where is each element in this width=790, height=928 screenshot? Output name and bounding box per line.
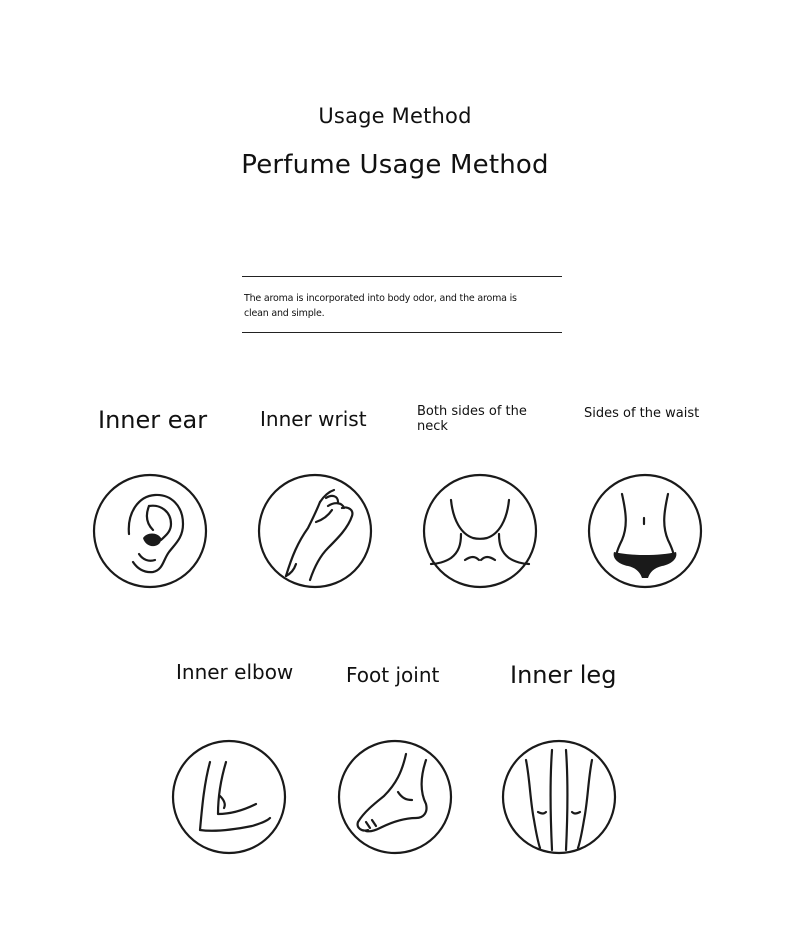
wrist-icon	[256, 472, 374, 590]
page-title: Perfume Usage Method	[241, 150, 549, 180]
ear-icon	[91, 472, 209, 590]
subtitle: Usage Method	[318, 104, 472, 128]
label-foot-joint: Foot joint	[346, 663, 440, 687]
neck-icon	[421, 472, 539, 590]
label-waist: Sides of the waist	[584, 406, 700, 421]
label-inner-leg: Inner leg	[510, 661, 617, 689]
description-text: The aroma is incorporated into body odor, and the aroma is clean and simple.	[244, 293, 517, 319]
label-inner-elbow: Inner elbow	[176, 660, 294, 684]
elbow-icon	[170, 738, 288, 856]
leg-icon	[500, 738, 618, 856]
label-inner-ear: Inner ear	[98, 406, 208, 434]
label-neck: Both sides of the neck	[417, 404, 527, 434]
label-inner-wrist: Inner wrist	[260, 407, 367, 431]
description-box	[242, 276, 562, 333]
foot-icon	[336, 738, 454, 856]
waist-icon	[586, 472, 704, 590]
